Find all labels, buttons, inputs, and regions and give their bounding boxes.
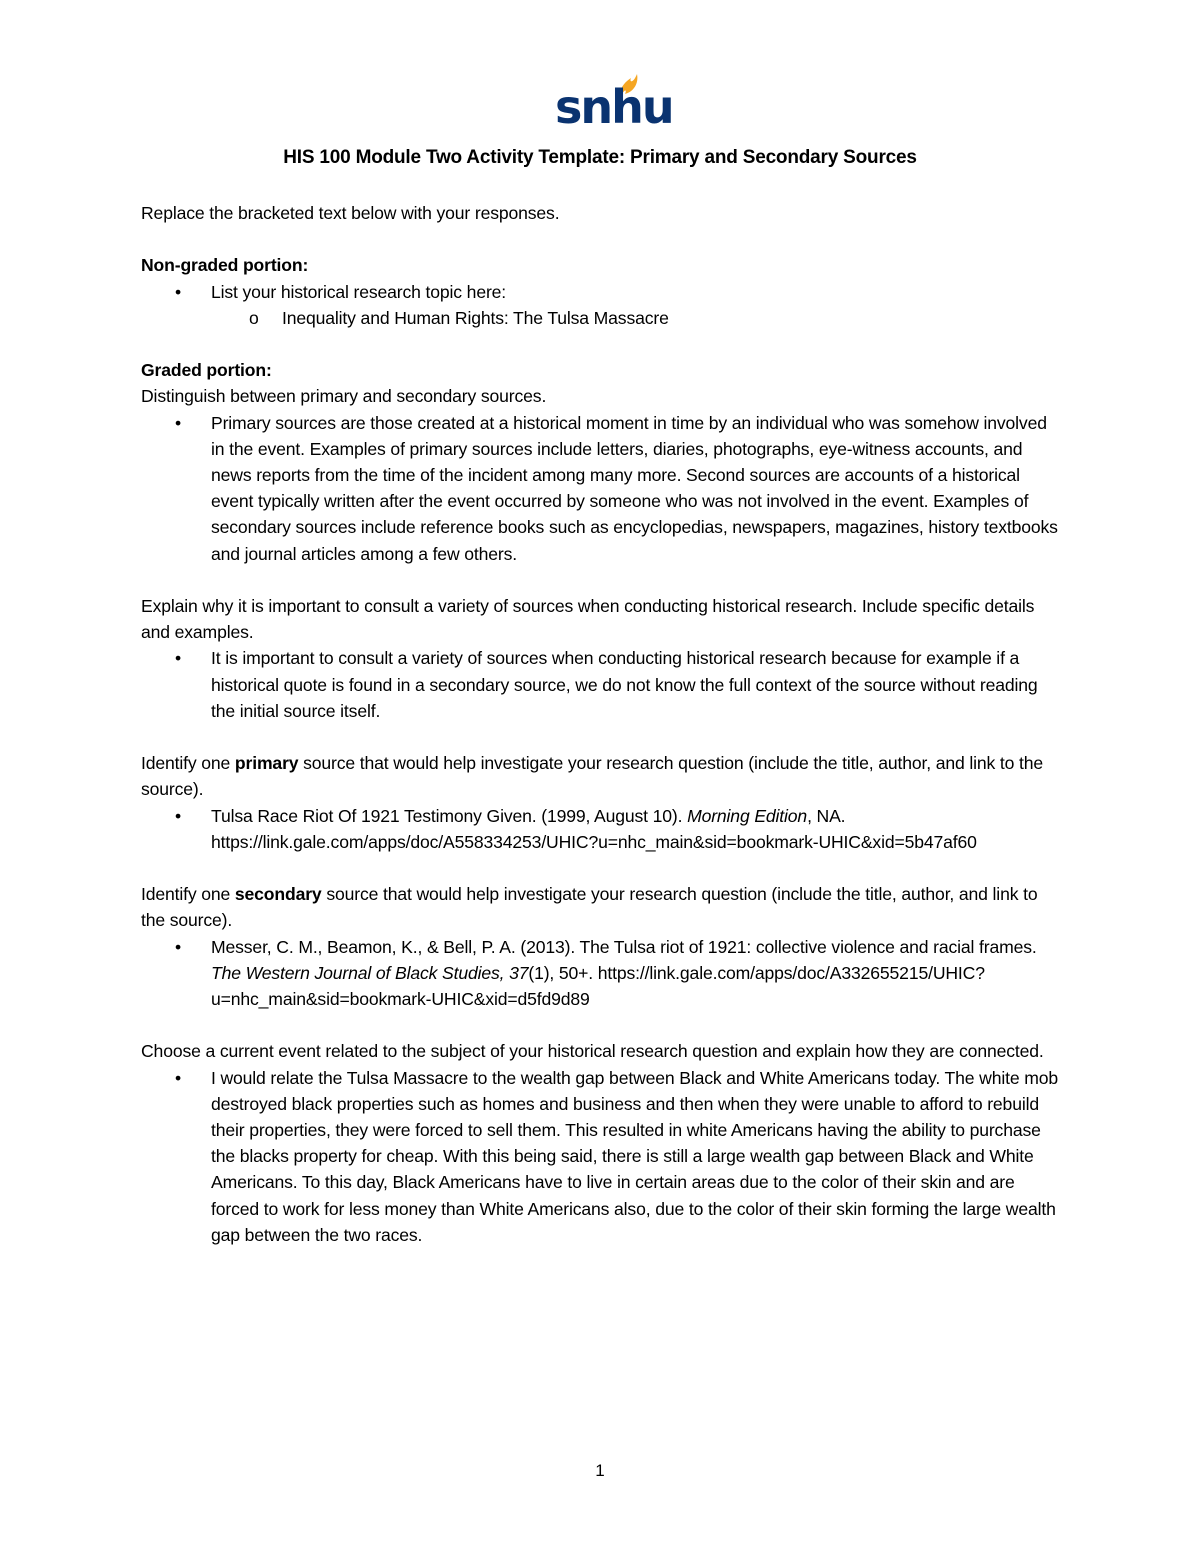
citation-text: Tulsa Race Riot Of 1921 Testimony Given. (1999, August 10). xyxy=(211,805,688,826)
logo-wordmark: snhu xyxy=(555,80,673,134)
prompt-text: source that would help investigate your research question (include the title, author, and link to the source). xyxy=(141,753,1044,800)
list-item xyxy=(141,645,1061,724)
answer-1-text: Primary sources are those created at a historical moment in time by an individual who was somehow involved in the event. Examples of primary sources include letters, diaries, photographs, eye-witness accounts, and news reports from the time of the incident among many more. Second sources are accounts of a historical event typically written after the event occurred by someone who was not involved in the event. Examples of secondary sources include reference books such as encyclopedias, newspapers, magazines, history textbooks and journal articles among a few others. xyxy=(211,412,1058,564)
snhu-logo xyxy=(555,72,673,134)
bullet-icon: • xyxy=(175,281,182,302)
citation-link: (1), 50+. https://link.gale.com/apps/doc/A332655215/UHIC?u=nhc_main&sid=bookmark-UHIC&xid=d5fd9d89 xyxy=(211,962,985,1010)
prompt-text: Identify one xyxy=(141,753,235,774)
answer-4-list xyxy=(141,934,1061,1013)
page-number: 1 xyxy=(595,1461,605,1480)
prompt-text: Identify one xyxy=(141,884,235,905)
bullet-icon: • xyxy=(175,936,182,957)
list-item xyxy=(141,934,1061,1013)
graded-heading: Graded portion: xyxy=(141,360,272,381)
answer-5-text: I would relate the Tulsa Massacre to the wealth gap between Black and White Americans today. The white mob destroyed black properties such as homes and business and then when they were unable to afford to rebuild their properties, they were forced to sell them. This resulted in white Americans having the ability to purchase the blacks property for cheap. With this being said, there is still a large wealth gap between Black and White Americans. To this day, Black Americans have to live in certain areas due to the color of their skin and are forced to work for less money than White Americans also, due to the color of their skin forming the large wealth gap between the two races. xyxy=(211,1067,1058,1245)
question-4-prompt xyxy=(141,881,1061,933)
prompt-emphasis: primary xyxy=(234,753,299,774)
topic-prompt: List your historical research topic here: xyxy=(211,281,507,302)
prompt-text: source that would help investigate your research question (include the title, author, and link to the source). xyxy=(141,884,1038,931)
list-item xyxy=(141,279,1061,305)
citation-source: The Western Journal of Black Studies, 37 xyxy=(211,962,529,983)
list-item xyxy=(141,410,1061,567)
answer-3-list xyxy=(141,803,1061,855)
list-item xyxy=(141,803,1061,855)
answer-2-list xyxy=(141,645,1061,724)
bullet-icon: • xyxy=(175,648,182,669)
document-body xyxy=(141,200,1061,1248)
citation-source: Morning Edition xyxy=(687,805,808,826)
question-2-prompt: Explain why it is important to consult a variety of sources when conducting historical research. Include specific details and examples. xyxy=(141,596,1035,643)
list-item xyxy=(141,1065,1061,1248)
bullet-icon: • xyxy=(175,412,182,433)
sub-list-item xyxy=(141,305,1061,331)
question-1-prompt: Distinguish between primary and secondary sources. xyxy=(141,386,547,407)
question-5-prompt: Choose a current event related to the subject of your historical research question and explain how they are connected. xyxy=(141,1041,1044,1062)
non-graded-list xyxy=(141,279,1061,305)
sub-bullet-icon: o xyxy=(249,307,259,328)
instruction-text: Replace the bracketed text below with your responses. xyxy=(141,203,560,223)
bullet-icon: • xyxy=(175,1067,182,1088)
topic-answer: Inequality and Human Rights: The Tulsa Massacre xyxy=(282,307,669,328)
citation-text: Messer, C. M., Beamon, K., & Bell, P. A. (2013). The Tulsa riot of 1921: collective violence and racial frames. xyxy=(211,936,1037,957)
bullet-icon: • xyxy=(175,805,182,826)
non-graded-heading: Non-graded portion: xyxy=(141,255,309,276)
answer-5-list xyxy=(141,1065,1061,1248)
prompt-emphasis: secondary xyxy=(234,884,322,905)
citation-link: , NA. https://link.gale.com/apps/doc/A558334253/UHIC?u=nhc_main&sid=bookmark-UHIC&xid=5b47af60 xyxy=(211,805,977,852)
document-title: HIS 100 Module Two Activity Template: Primary and Secondary Sources xyxy=(283,147,917,168)
answer-2-text: It is important to consult a variety of sources when conducting historical research because for example if a historical quote is found in a secondary source, we do not know the full context of the source without reading the initial source itself. xyxy=(211,648,1038,721)
question-3-prompt xyxy=(141,750,1061,802)
answer-1-list xyxy=(141,410,1061,567)
